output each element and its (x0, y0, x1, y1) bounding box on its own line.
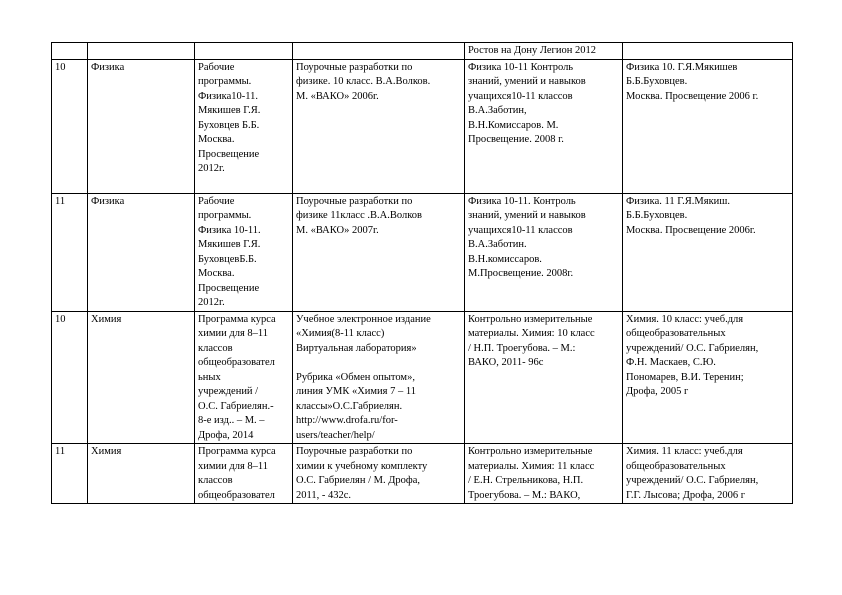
program-cell: Рабочие программы. Физика 10-11. Мякишев Г.Я. БуховцевБ.Б. Москва. Просвещение 2012г. (195, 193, 293, 311)
lesson-plans-cell: Поурочные разработки по физике. 10 класс. В.А.Волков. М. «ВАКО» 2006г. (293, 59, 465, 193)
grade-cell: 10 (52, 59, 88, 193)
subject-cell: Физика (88, 193, 195, 311)
table-row (52, 43, 793, 60)
grade-cell: 10 (52, 311, 88, 444)
subject-cell: Химия (88, 311, 195, 444)
program-cell: Программа курса химии для 8–11 классов общеобразовател (195, 444, 293, 504)
table-cell: Ростов на Дону Легион 2012 (465, 43, 623, 60)
textbook-cell: Химия. 10 класс: учеб.для общеобразовательных учреждений/ О.С. Габриелян, Ф.Н. Маскаев, С.Ю. Пономарев, В.И. Теренин; Дрофа, 2005 г (623, 311, 793, 444)
subject-cell: Физика (88, 59, 195, 193)
grade-cell: 11 (52, 444, 88, 504)
table-row (52, 193, 793, 311)
table-row (52, 444, 793, 504)
table-cell (195, 43, 293, 60)
control-cell: Физика 10-11 Контроль знаний, умений и навыков учащихся10-11 классов В.А.Заботин, В.Н.Комиссаров. М. Просвещение. 2008 г. (465, 59, 623, 193)
table-cell (88, 43, 195, 60)
lesson-plans-cell: Учебное электронное издание «Химия(8-11 класс) Виртуальная лаборатория» Рубрика «Обмен опытом», линия УМК «Химия 7 – 11 классы»О.С.Габриелян. http://www.drofa.ru/for- users/teacher/help/ (293, 311, 465, 444)
grade-cell: 11 (52, 193, 88, 311)
control-cell: Контрольно измерительные материалы. Химия: 11 класс / Е.Н. Стрельникова, Н.П. Троегубова. – М.: ВАКО, (465, 444, 623, 504)
lesson-plans-cell: Поурочные разработки по физике 11класс .В.А.Волков М. «ВАКО» 2007г. (293, 193, 465, 311)
subject-cell: Химия (88, 444, 195, 504)
table-row (52, 311, 793, 444)
table-row (52, 59, 793, 193)
curriculum-table (51, 42, 793, 504)
textbook-cell: Физика. 11 Г.Я.Мякиш. Б.Б.Буховцев. Москва. Просвещение 2006г. (623, 193, 793, 311)
table-cell (293, 43, 465, 60)
table-cell (52, 43, 88, 60)
lesson-plans-cell: Поурочные разработки по химии к учебному комплекту О.С. Габриелян / М. Дрофа, 2011, - 432с. (293, 444, 465, 504)
textbook-cell: Физика 10. Г.Я.Мякишев Б.Б.Буховцев. Москва. Просвещение 2006 г. (623, 59, 793, 193)
program-cell: Программа курса химии для 8–11 классов общеобразовател ьных учреждений / О.С. Габриелян.- 8-е изд.. – М. – Дрофа, 2014 (195, 311, 293, 444)
control-cell: Физика 10-11. Контроль знаний, умений и навыков учащихся10-11 классов В.А.Заботин. В.Н.комиссаров. М.Просвещение. 2008г. (465, 193, 623, 311)
program-cell: Рабочие программы. Физика10-11. Мякишев Г.Я. Буховцев Б.Б. Москва. Просвещение 2012г. (195, 59, 293, 193)
control-cell: Контрольно измерительные материалы. Химия: 10 класс / Н.П. Троегубова. – М.: ВАКО, 2011- 96с (465, 311, 623, 444)
table-cell (623, 43, 793, 60)
textbook-cell: Химия. 11 класс: учеб.для общеобразовательных учреждений/ О.С. Габриелян, Г.Г. Лысова; Дрофа, 2006 г (623, 444, 793, 504)
